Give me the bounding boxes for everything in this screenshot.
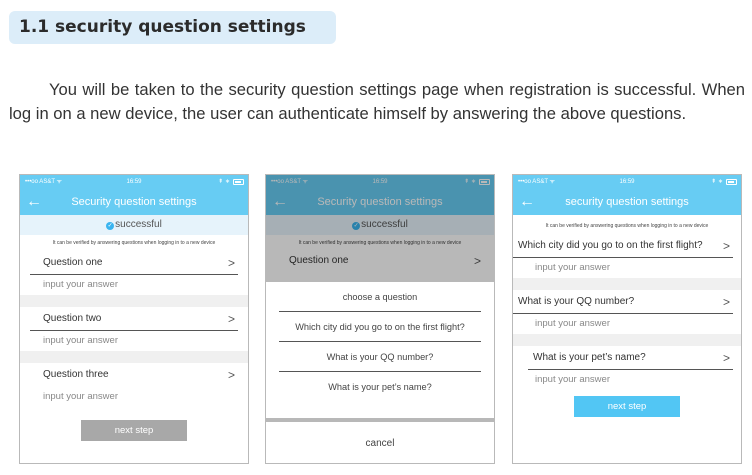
status-time: 16:59	[126, 179, 142, 185]
top-bar	[20, 175, 248, 215]
question-label: Question two	[43, 313, 102, 324]
chevron-right-icon: >	[473, 254, 481, 268]
next-step-button[interactable]: next step	[574, 396, 680, 417]
nav-title: Security question settings	[317, 196, 443, 208]
top-bar	[513, 175, 741, 215]
next-step-button[interactable]: next step	[81, 420, 187, 441]
answer-one-input[interactable]: input your answer	[43, 279, 118, 290]
status-icons: ⇞ ∗	[711, 179, 723, 185]
verification-note: It can be verified by answering questions when logging in to a new device	[20, 235, 248, 251]
chevron-right-icon: >	[722, 351, 730, 365]
status-bar	[513, 175, 741, 189]
question-first-flight-select[interactable]	[513, 234, 733, 258]
divider	[513, 334, 741, 346]
answer-three-input[interactable]: input your answer	[43, 391, 118, 402]
question-two-select[interactable]	[30, 307, 238, 331]
battery-icon	[726, 179, 737, 185]
chevron-right-icon: >	[227, 312, 235, 326]
question-label: What is your QQ number?	[518, 296, 635, 307]
back-arrow-icon[interactable]: ←	[272, 193, 288, 210]
cancel-button[interactable]: cancel	[365, 438, 395, 449]
chevron-right-icon: >	[722, 239, 730, 253]
question-label: Which city did you go to on the first flight?	[518, 240, 703, 251]
chevron-right-icon: >	[722, 295, 730, 309]
carrier-text: •••oo AS&T ᯤ	[518, 179, 556, 185]
success-text: successful	[115, 219, 162, 230]
answer-one-input[interactable]: input your answer	[535, 262, 610, 273]
option-first-flight[interactable]: Which city did you go to on the first flight?	[279, 312, 481, 342]
answer-two-input[interactable]: input your answer	[535, 318, 610, 329]
divider	[20, 351, 248, 363]
verification-note: It can be verified by answering questions when logging in to a new device	[513, 218, 741, 234]
nav-title: security question settings	[565, 196, 689, 208]
success-text: successful	[361, 219, 408, 230]
divider	[513, 278, 741, 290]
question-label: Question one	[289, 255, 349, 266]
question-qq-select[interactable]	[513, 290, 733, 314]
status-icons: ⇞ ∗	[218, 179, 230, 185]
section-heading: 1.1 security question settings	[9, 11, 336, 44]
phone-screen-3	[512, 174, 742, 464]
option-pet-name[interactable]: What is your pet’s name?	[328, 382, 432, 392]
success-banner	[20, 215, 248, 235]
question-pet-select[interactable]	[528, 346, 733, 370]
status-bar	[20, 175, 248, 189]
question-label: Question three	[43, 369, 109, 380]
status-icons: ⇞ ∗	[464, 179, 476, 185]
question-picker-sheet	[266, 282, 494, 418]
status-time: 16:59	[619, 179, 635, 185]
battery-icon	[233, 179, 244, 185]
question-three-select[interactable]	[30, 363, 238, 387]
carrier-text: •••oo AS&T ᯤ	[25, 179, 63, 185]
question-label: What is your pet’s name?	[533, 352, 646, 363]
verification-note: It can be verified by answering questions when logging in to a new device	[266, 235, 494, 251]
question-one-select[interactable]	[30, 251, 238, 275]
question-label: Question one	[43, 257, 103, 268]
check-circle-icon: ✓	[107, 223, 113, 229]
chevron-right-icon: >	[227, 368, 235, 382]
nav-title: Security question settings	[71, 196, 197, 208]
phone-screen-2	[265, 174, 495, 464]
phone-screen-1	[19, 174, 249, 464]
carrier-text: •••oo AS&T ᯤ	[271, 179, 309, 185]
chevron-right-icon: >	[227, 256, 235, 270]
back-arrow-icon[interactable]: ←	[519, 193, 535, 210]
check-circle-icon: ✓	[353, 223, 359, 229]
option-qq-number[interactable]: What is your QQ number?	[279, 342, 481, 372]
answer-three-input[interactable]: input your answer	[535, 374, 610, 385]
picker-title: choose a question	[279, 282, 481, 312]
divider	[20, 295, 248, 307]
answer-two-input[interactable]: input your answer	[43, 335, 118, 346]
back-arrow-icon[interactable]: ←	[26, 193, 42, 210]
intro-paragraph: You will be taken to the security question settings page when registration is successful. When log in on a new device, the user can authenticate himself by answering the above questions.	[9, 80, 745, 123]
cancel-sheet	[266, 422, 494, 464]
status-time: 16:59	[372, 179, 388, 185]
